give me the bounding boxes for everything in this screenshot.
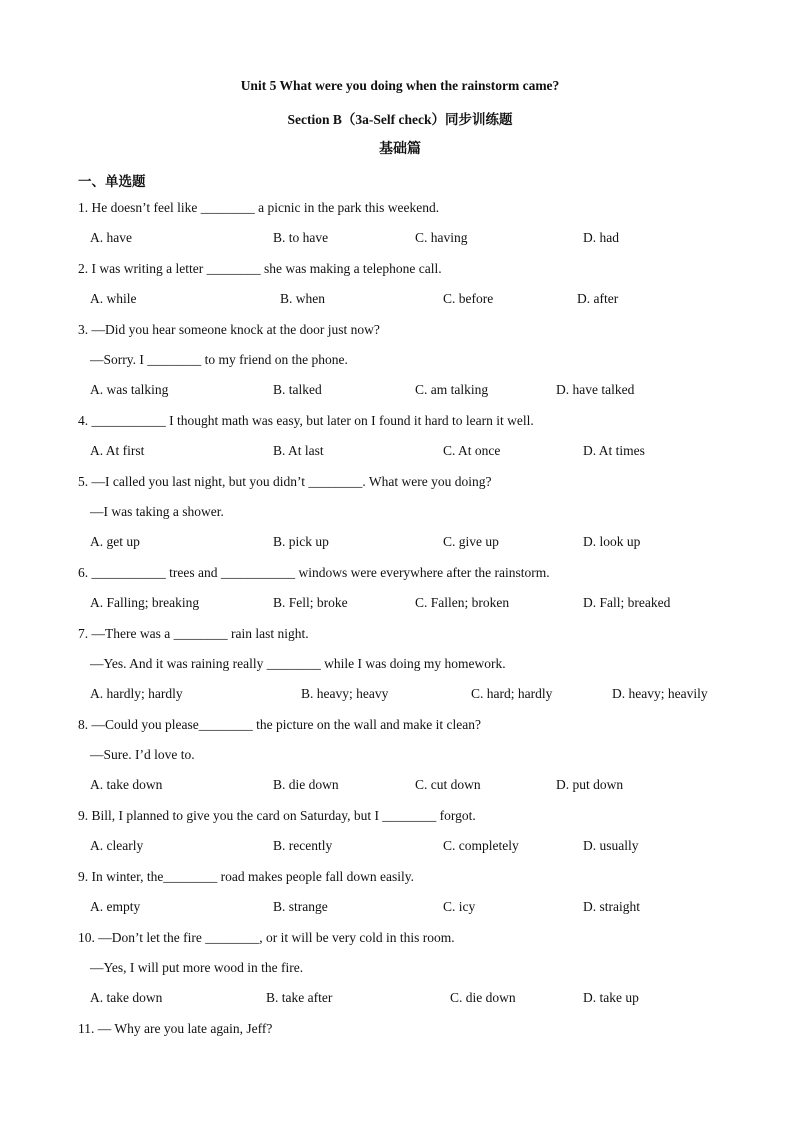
question-9-option-d: D. usually — [583, 838, 639, 853]
question-8-option-d: D. put down — [556, 777, 624, 792]
question-3-stem: 3. —Did you hear someone knock at the door just now? — [78, 322, 380, 337]
question-3-option-d: D. have talked — [556, 382, 635, 397]
question-2-option-a: A. while — [90, 291, 137, 306]
question-10-option-c: C. die down — [450, 990, 516, 1005]
question-9b-option-b: B. strange — [273, 899, 328, 914]
question-2-option-c: C. before — [443, 291, 494, 306]
question-9-option-b: B. recently — [273, 838, 333, 853]
question-6-stem: 6. ___________ trees and ___________ windows were everywhere after the rainstorm. — [78, 565, 550, 580]
question-5-option-d: D. look up — [583, 534, 641, 549]
question-8-option-c: C. cut down — [415, 777, 481, 792]
question-8-option-a: A. take down — [90, 777, 163, 792]
question-4-option-d: D. At times — [583, 443, 645, 458]
question-6-option-b: B. Fell; broke — [273, 595, 348, 610]
question-9b-option-d: D. straight — [583, 899, 640, 914]
question-6-option-a: A. Falling; breaking — [90, 595, 200, 610]
question-7-option-a: A. hardly; hardly — [90, 686, 183, 701]
question-4-option-a: A. At first — [90, 443, 145, 458]
question-6-option-d: D. Fall; breaked — [583, 595, 671, 610]
question-6-option-c: C. Fallen; broken — [415, 595, 510, 610]
question-10-stem: 10. —Don’t let the fire ________, or it will be very cold in this room. — [78, 930, 455, 945]
question-2-stem: 2. I was writing a letter ________ she was making a telephone call. — [78, 261, 442, 276]
question-9-option-a: A. clearly — [90, 838, 144, 853]
question-2-option-b: B. when — [280, 291, 325, 306]
question-9b-option-a: A. empty — [90, 899, 141, 914]
question-10-option-b: B. take after — [266, 990, 333, 1005]
question-4-option-c: C. At once — [443, 443, 501, 458]
question-8-stem: 8. —Could you please________ the picture on the wall and make it clean? — [78, 717, 482, 732]
document-title: Unit 5 What were you doing when the rainstorm came? — [240, 78, 560, 93]
question-4-stem: 4. ___________ I thought math was easy, but later on I found it hard to learn it well. — [78, 413, 534, 428]
question-10-reply: —Yes, I will put more wood in the fire. — [90, 960, 304, 975]
question-9-stem: 9. Bill, I planned to give you the card on Saturday, but I ________ forgot. — [78, 808, 476, 823]
question-5-option-a: A. get up — [90, 534, 140, 549]
question-5-stem: 5. —I called you last night, but you didn’t ________. What were you doing? — [78, 474, 492, 489]
question-7-option-c: C. hard; hardly — [471, 686, 553, 701]
difficulty-level: 基础篇 — [379, 141, 421, 157]
question-3-option-c: C. am talking — [415, 382, 489, 397]
question-5-option-b: B. pick up — [273, 534, 329, 549]
question-9-option-c: C. completely — [443, 838, 519, 853]
question-3-option-b: B. talked — [273, 382, 322, 397]
question-4-option-b: B. At last — [273, 443, 324, 458]
question-3-option-a: A. was talking — [90, 382, 169, 397]
question-1-option-b: B. to have — [273, 230, 329, 245]
question-1-option-a: A. have — [90, 230, 132, 245]
question-11-stem: 11. — Why are you late again, Jeff? — [78, 1021, 273, 1036]
question-1-option-c: C. having — [415, 230, 468, 245]
question-9b-option-c: C. icy — [443, 899, 476, 914]
question-1-stem: 1. He doesn’t feel like ________ a picnic in the park this weekend. — [78, 200, 440, 215]
question-2-option-d: D. after — [577, 291, 619, 306]
document-subtitle: Section B（3a-Self check）同步训练题 — [287, 112, 513, 127]
question-3-reply: —Sorry. I ________ to my friend on the phone. — [90, 352, 348, 367]
question-7-option-d: D. heavy; heavily — [612, 686, 708, 701]
question-7-stem: 7. —There was a ________ rain last night. — [78, 626, 309, 641]
question-1-option-d: D. had — [583, 230, 619, 245]
question-7-option-b: B. heavy; heavy — [301, 686, 389, 701]
question-10-option-d: D. take up — [583, 990, 639, 1005]
question-7-reply: —Yes. And it was raining really ________ while I was doing my homework. — [90, 656, 506, 671]
question-8-reply: —Sure. I’d love to. — [90, 747, 195, 762]
question-8-option-b: B. die down — [273, 777, 339, 792]
question-5-option-c: C. give up — [443, 534, 499, 549]
question-9b-stem: 9. In winter, the________ road makes people fall down easily. — [78, 869, 414, 884]
section-title: 一、单选题 — [78, 174, 146, 190]
question-10-option-a: A. take down — [90, 990, 163, 1005]
question-5-reply: —I was taking a shower. — [90, 504, 224, 519]
